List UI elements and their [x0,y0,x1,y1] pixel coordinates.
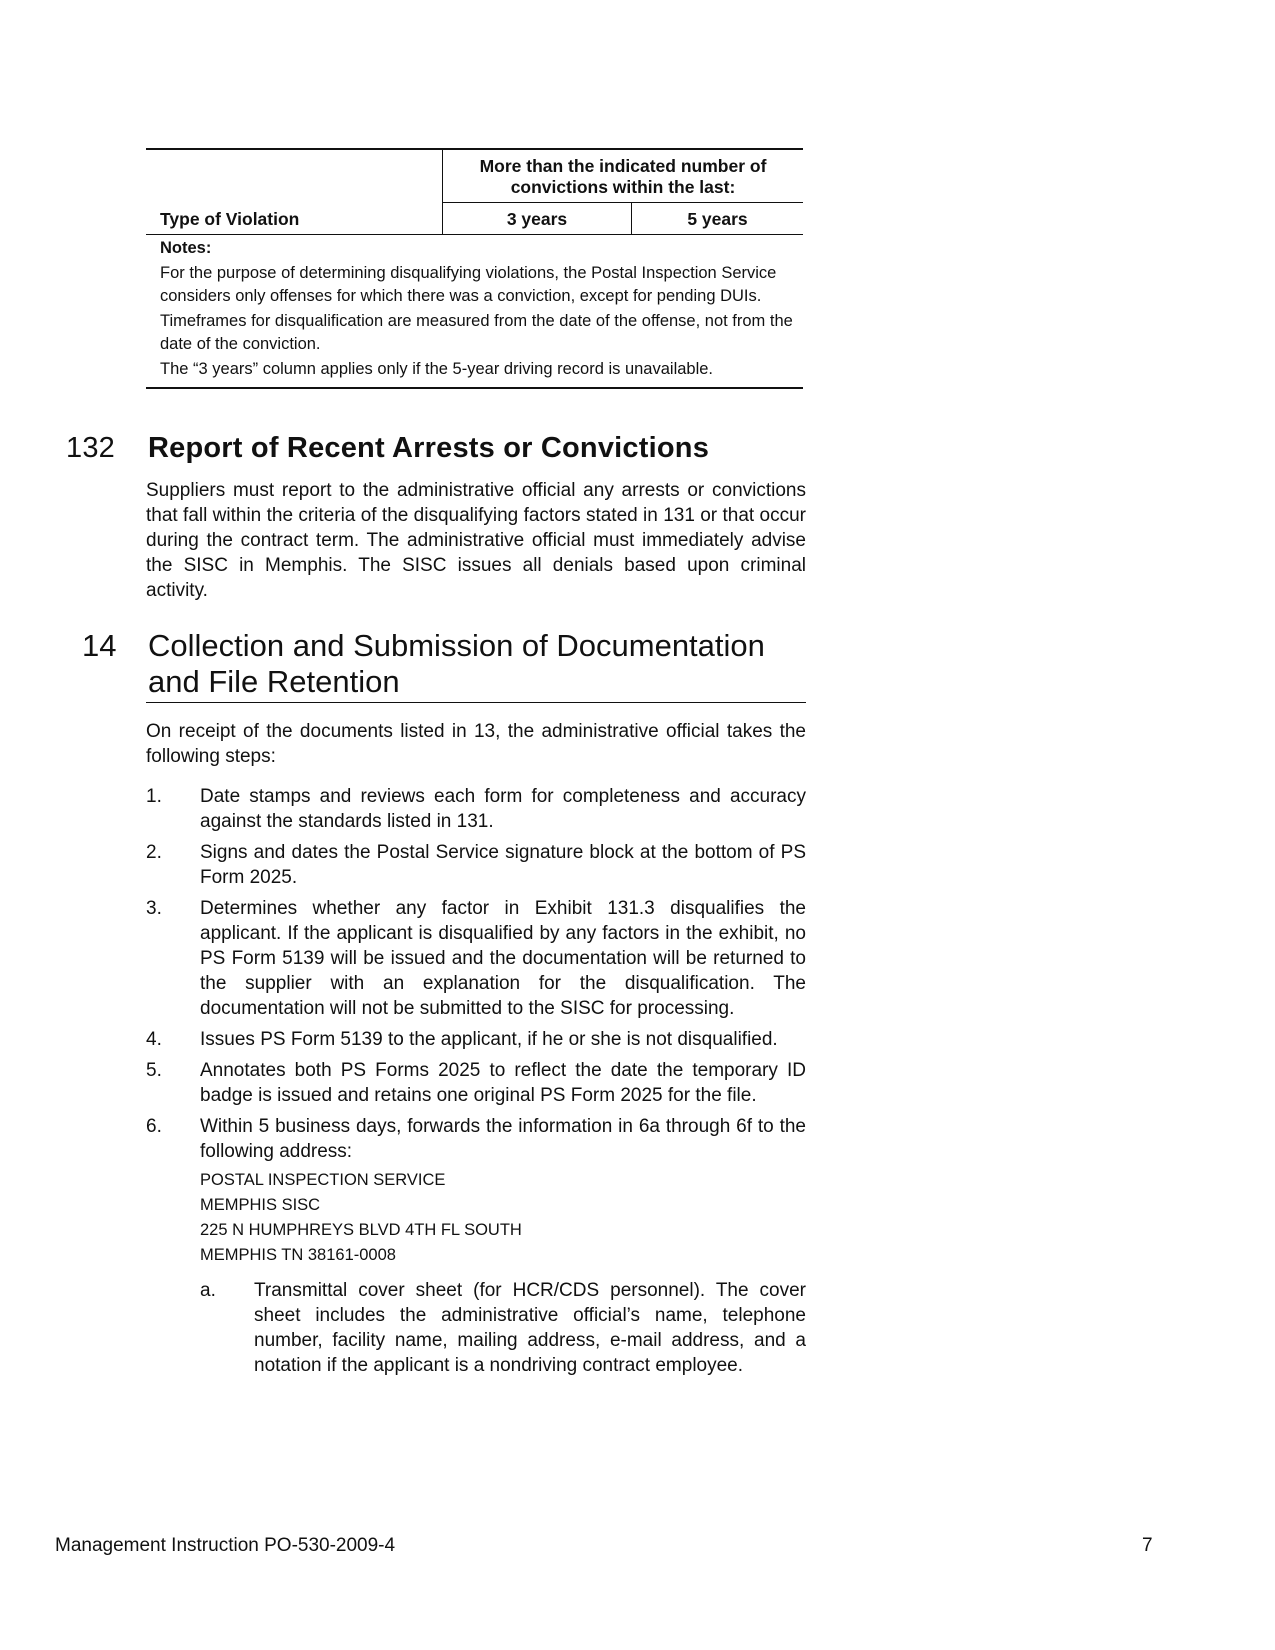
section-132-number: 132 [66,432,115,464]
list-item-number: 5. [146,1060,162,1081]
mailing-address [200,1168,806,1268]
footer-page-number: 7 [1142,1535,1153,1556]
list-item-text: Signs and dates the Postal Service signature block at the bottom of PS Form 2025. [200,842,806,888]
list-item [146,1058,806,1108]
list-item-content [200,1114,806,1378]
column-header-5-years: 5 years [632,203,804,235]
sub-list-item-letter: a. [200,1280,216,1301]
note-item: Timeframes for disqualification are measured from the date of the offense, not from the date of the conviction. [160,312,793,353]
address-line: MEMPHIS TN 38161-0008 [200,1246,396,1264]
address-line: 225 N HUMPHREYS BLVD 4TH FL SOUTH [200,1221,522,1239]
list-item [146,840,806,890]
section-132-title: Report of Recent Arrests or Convictions [148,432,710,464]
sub-list-item-text: Transmittal cover sheet (for HCR/CDS personnel). The cover sheet includes the administrative official’s name, telephone number, facility name, mailing address, e-mail address, and a notation if the applicant is a nondriving contract employee. [254,1280,806,1376]
column-header-type-of-violation: Type of Violation [146,149,443,235]
list-item-number: 1. [146,786,162,807]
note-item: The “3 years” column applies only if the 5-year driving record is unavailable. [160,360,714,378]
list-item-text: Within 5 business days, forwards the information in 6a through 6f to the following address: [200,1116,806,1162]
sub-list-item [200,1278,806,1378]
list-item-number: 6. [146,1116,162,1137]
steps-list [146,784,806,1384]
column-header-3-years: 3 years [443,203,632,235]
section-14-title: Collection and Submission of Documentation and File Retention [148,628,765,699]
list-item-number: 3. [146,898,162,919]
list-item-number: 4. [146,1029,162,1050]
section-132-body: Suppliers must report to the administrative official any arrests or convictions that fall within the criteria of the disqualifying factors stated in 131 or that occur during the contract term. The administrative official must immediately advise the SISC in Memphis. The SISC issues all denials based upon criminal activity. [146,480,806,601]
footer-document-title: Management Instruction PO-530-2009-4 [55,1535,396,1556]
list-item [146,784,806,834]
notes-title: Notes: [160,239,212,257]
violation-table [146,148,803,389]
section-132-heading [66,432,709,465]
note-item: For the purpose of determining disqualifying violations, the Postal Inspection Service considers only offenses for which there was a conviction, except for pending DUIs. [160,264,777,305]
list-item-text: Annotates both PS Forms 2025 to reflect the date the temporary ID badge is issued and retains one original PS Form 2025 for the file. [200,1060,806,1106]
address-line: POSTAL INSPECTION SERVICE [200,1171,446,1189]
list-item-text: Date stamps and reviews each form for completeness and accuracy against the standards listed in 131. [200,786,806,832]
list-item [146,1027,806,1052]
list-item-text: Issues PS Form 5139 to the applicant, if he or she is not disqualified. [200,1029,778,1050]
list-item-number: 2. [146,842,162,863]
table-notes [146,235,803,389]
heading-divider [146,702,806,703]
list-item [146,1114,806,1378]
section-14-number: 14 [82,628,117,663]
section-14-intro: On receipt of the documents listed in 13, the administrative official takes the following steps: [146,721,806,767]
list-item-text: Determines whether any factor in Exhibit 131.3 disqualifies the applicant. If the applicant is disqualified by any factors in the exhibit, no PS Form 5139 will be issued and the documentation will be returned to the supplier with an explanation for the disqualification. The documentation will not be submitted to the SISC for processing. [200,898,806,1019]
address-line: MEMPHIS SISC [200,1196,321,1214]
column-header-convictions-group: More than the indicated number of convictions within the last: [443,149,804,203]
list-item [146,896,806,1021]
